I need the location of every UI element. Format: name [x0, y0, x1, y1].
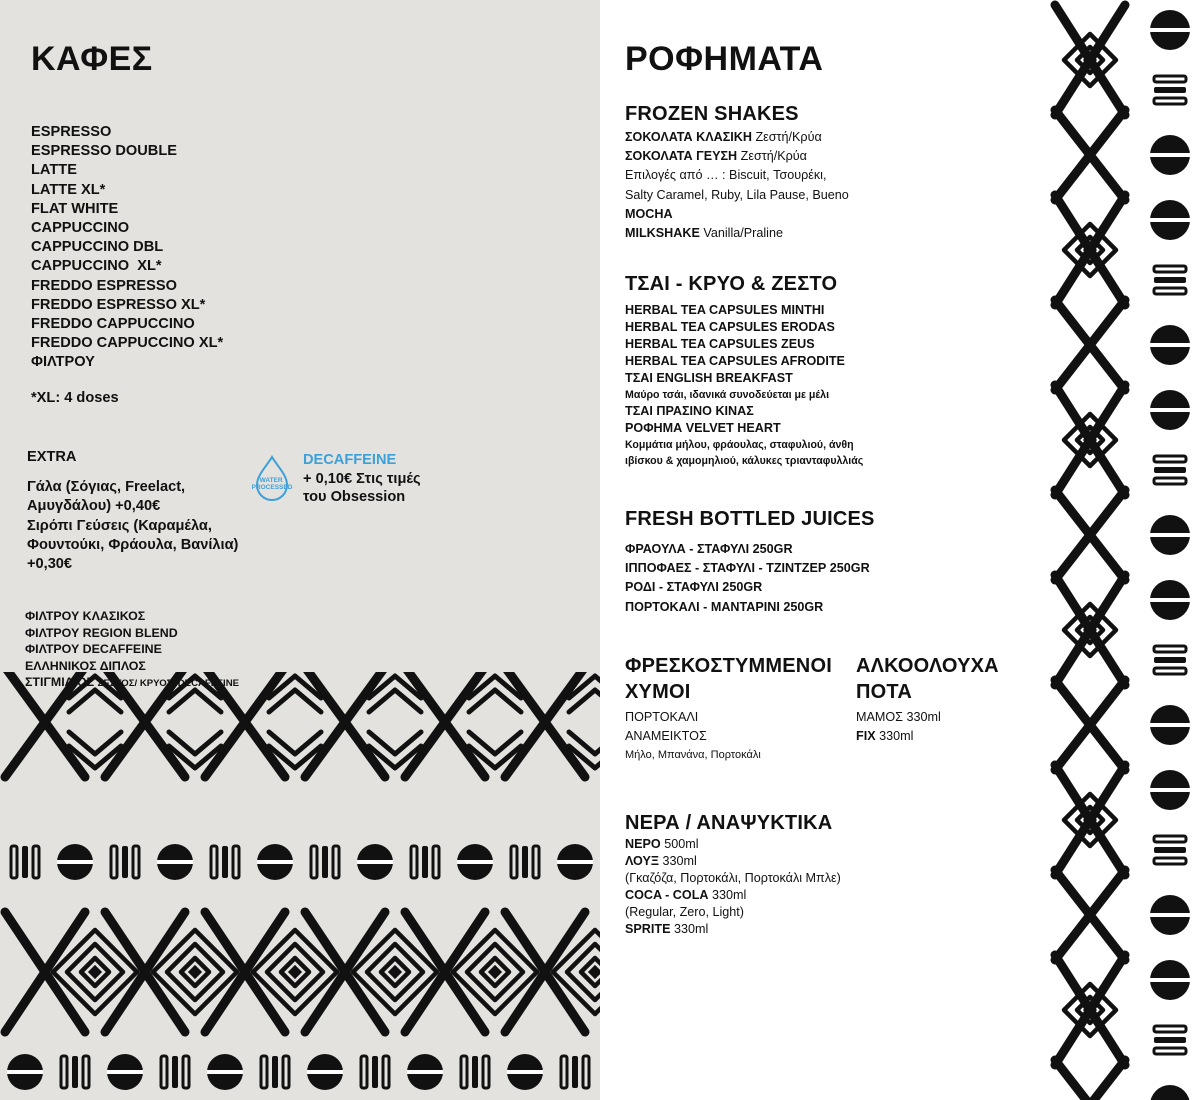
list-item: CAPPUCCINO DBL — [31, 239, 164, 256]
list-item: FLAT WHITE — [31, 200, 119, 217]
list-item: ESPRESSO DOUBLE — [31, 143, 177, 160]
list-item: CAPPUCCINO XL* — [31, 258, 162, 275]
list-item: ΛΟΥΞ 330ml — [625, 854, 697, 868]
list-item: CAPPUCCINO — [31, 220, 130, 237]
decaf-title: DECAFFEINE — [303, 452, 397, 468]
decaf-text: + 0,10€ Στις τιμές του Obsession — [303, 471, 421, 505]
list-item: ΙΠΠΟΦΑΕΣ - ΣΤΑΦΥΛΙ - ΤΖΙΝΤΖΕΡ 250GR — [625, 561, 870, 576]
list-item: ESPRESSO — [31, 124, 112, 140]
tea-title: ΤΣΑΙ - ΚΡΥΟ & ΖΕΣΤΟ — [625, 273, 838, 295]
list-item: HERBAL TEA CAPSULES ERODAS — [625, 320, 835, 334]
list-item: ΕΛΛΗΝΙΚΟΣ ΔΙΠΛΟΣ — [25, 658, 146, 673]
list-item: LATTE — [31, 162, 77, 179]
list-item: ΑΝΑΜΕΙΚΤΟΣ — [625, 729, 707, 744]
list-item: FREDDO CAPPUCCINO XL* — [31, 335, 224, 352]
list-item: ΠΟΡΤΟΚΑΛΙ — [625, 710, 699, 724]
fresh-desc: Μήλο, Μπανάνα, Πορτοκάλι — [625, 749, 761, 762]
list-item: FIX 330ml — [856, 729, 914, 744]
tea-list — [625, 302, 863, 469]
list-item: FREDDO ESPRESSO XL* — [31, 296, 206, 313]
extra-milk: Γάλα (Σόγιας, Freelact, Αμυγδάλου) +0,40€ — [27, 479, 186, 515]
list-item: ΦΙΛΤΡΟΥ DECAFFEINE — [25, 642, 162, 656]
list-item: ΝΕΡΟ 500ml — [625, 837, 699, 851]
list-item: (Γκαζόζα, Πορτοκάλι, Πορτοκάλι Μπλε) — [625, 871, 841, 885]
water-list — [625, 836, 841, 938]
tribal-pattern-strip — [1045, 0, 1200, 1100]
list-item: Salty Caramel, Ruby, Lila Pause, Bueno — [625, 187, 849, 202]
list-item: ΡΟΔΙ - ΣΤΑΦΥΛΙ 250GR — [625, 580, 763, 595]
list-item: MOCHA — [625, 206, 673, 221]
list-item: Επιλογές από … : Biscuit, Τσουρέκι, — [625, 168, 827, 183]
list-item: ΦΡΑΟΥΛΑ - ΣΤΑΦΥΛΙ 250GR — [625, 542, 793, 556]
extra-text — [27, 478, 242, 574]
list-item: ΤΣΑΙ ΠΡΑΣΙΝΟ ΚΙΝΑΣ — [625, 404, 754, 418]
tribal-pattern-bottom — [0, 672, 600, 1100]
list-item: (Regular, Zero, Light) — [625, 905, 744, 919]
list-item: ΦΙΛΤΡΟΥ — [31, 354, 95, 371]
juices-list — [625, 540, 870, 617]
list-item: HERBAL TEA CAPSULES MINTHI — [625, 303, 825, 317]
list-item: LATTE XL* — [31, 181, 106, 198]
water-badge-text: WATER — [259, 477, 283, 484]
tea-desc: Μαύρο τσάι, ιδανικά συνοδεύεται με μέλι — [625, 389, 830, 401]
list-item: ΡΟΦΗΜΑ VELVET HEART — [625, 421, 781, 435]
list-item: ΣΤΙΓΜΙΑΙΟΣ ΖΕΣΤΟΣ/ ΚΡΥΟΣ/ DECAFFEINE — [25, 675, 240, 689]
water-title: ΝΕΡΑ / ΑΝΑΨΥΚΤΙΚΑ — [625, 812, 833, 834]
water-processed-icon — [245, 451, 299, 505]
frozen-title: FROZEN SHAKES — [625, 103, 799, 125]
list-item: FREDDO ESPRESSO — [31, 277, 177, 294]
frozen-list — [625, 128, 849, 243]
list-item: ΠΟΡΤΟΚΑΛΙ - ΜΑΝΤΑΡΙΝΙ 250GR — [625, 599, 824, 614]
tea-desc: Κομμάτια μήλου, φράουλας, σταφυλιού, άνθη — [625, 439, 854, 451]
list-item: SPRITE 330ml — [625, 922, 709, 936]
fresh-title: ΦΡΕΣΚΟΣΤΥΜΜΕΝΟΙ ΧΥΜΟΙ — [625, 655, 832, 703]
list-item: ΦΙΛΤΡΟΥ REGION BLEND — [25, 625, 178, 640]
xl-note: *XL: 4 doses — [31, 390, 119, 406]
tea-desc: ιβίσκου & χαμομηλιού, κάλυκες τριανταφυλλιάς — [625, 455, 864, 467]
drinks-title: ΡΟΦΗΜΑΤΑ — [625, 40, 824, 78]
coffee-title: ΚΑΦΕΣ — [31, 40, 153, 78]
strip-svg — [1045, 0, 1200, 1100]
list-item: FREDDO CAPPUCCINO — [31, 316, 195, 333]
fresh-list — [625, 708, 761, 766]
list-item: ΣΟΚΟΛΑΤΑ ΓΕΥΣΗ Ζεστή/Κρύα — [625, 149, 807, 164]
list-item: ΤΣΑΙ ENGLISH BREAKFAST — [625, 371, 793, 385]
list-item: HERBAL TEA CAPSULES AFRODITE — [625, 354, 845, 368]
svg-text:WATER PROCESSED: WATER PROCESSED — [251, 477, 293, 491]
extra-title: EXTRA — [27, 449, 77, 465]
extra-syrup: Σιρόπι Γεύσεις (Καραμέλα, Φουντούκι, Φράουλα, Βανίλια) +0,30€ — [27, 517, 239, 573]
juices-title: FRESH BOTTLED JUICES — [625, 508, 875, 530]
list-item: COCA - COLA 330ml — [625, 888, 747, 902]
alcohol-list — [856, 708, 941, 746]
list-item: HERBAL TEA CAPSULES ZEUS — [625, 337, 815, 351]
list-item: ΦΙΛΤΡΟΥ ΚΛΑΣΙΚΟΣ — [25, 609, 146, 623]
list-item: MILKSHAKE Vanilla/Praline — [625, 226, 783, 241]
alcohol-title: ΑΛΚΟΟΛΟΥΧΑ ΠΟΤΑ — [856, 655, 999, 703]
coffee-list — [31, 123, 223, 373]
pattern-svg — [0, 672, 600, 1100]
list-item: ΜΑΜΟΣ 330ml — [856, 710, 941, 724]
drinks-panel — [600, 0, 1045, 1100]
list-item: ΣΟΚΟΛΑΤΑ ΚΛΑΣΙΚΗ Ζεστή/Κρύα — [625, 130, 822, 144]
